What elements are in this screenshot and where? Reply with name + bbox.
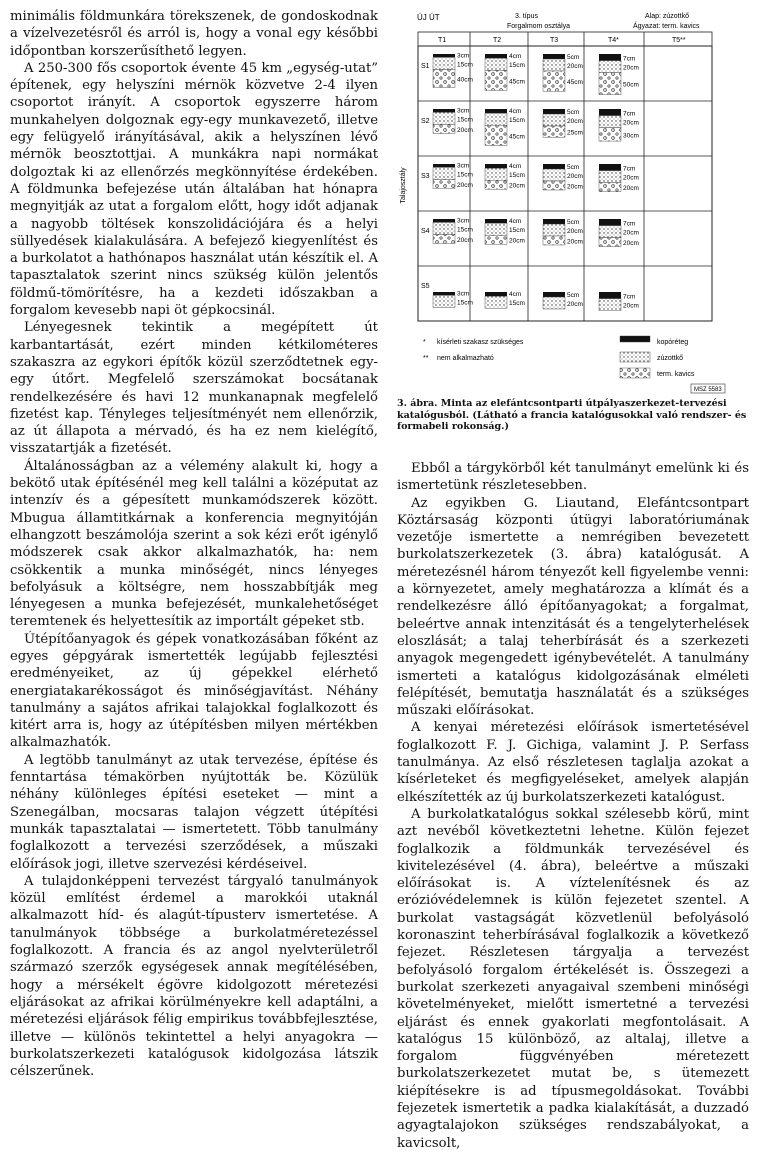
layer-thickness-label: 15cm bbox=[457, 171, 473, 179]
paragraph: A burkolatkatalógus sokkal szélesebb körű, mint azt nevéből következtetni lehetne. Külön fejezet foglalkozik a földmunkák tervezésével és kivitelezésével (4. ábra), beleértve a műszaki előírásokat is. A víztelenítésnek és az erózióvédelemnek is külön fejezetet szentel. A burkolat vastagságát közvetlenül befolyásoló koronaszint teherbírásával foglalkozik a következő fejezet. Részletesen tárgyalja a tervezést befolyásoló forgalom értékelését is. Összegezi a burkolat szerkezeti anyagaival szembeni minőségi követelményeket, mielőtt ismertetné a tervezési eljárást és ennek gyakorlati megfontolásait. A katalógus 15 különböző, az altalaj, illetve a forgalom függvényében méretezett burkolatszerkezetet mutat be, s ütemezett kiépítésekre is ad típusmegoldásokat. További fejezetek ismertetik a padka kialakítását, a duzzadó agyagtalajokon szükséges rendszabályokat, a kavicsolt, bbox=[397, 806, 749, 1151]
wearing-course bbox=[599, 109, 621, 116]
gravel-layer bbox=[543, 181, 565, 190]
header-left: ÚJ ÚT bbox=[417, 13, 440, 22]
layer-thickness-label: 7cm bbox=[623, 110, 636, 118]
paragraph: minimális földmunkára törekszenek, de gondoskodnak a vízelvezetésről és arról is, hogy a vonal egy későbbi időpontban korszerűsíthető legyen. bbox=[10, 9, 378, 59]
column-header-band bbox=[418, 32, 712, 46]
paragraph: A 250-300 fős csoportok évente 45 km „egység-utat” építenek, egy helyszíni mérnök közvetve 2-4 ilyen csoportot irányít. A csoportok egyszerre három munkahelyen dolgoznak egy-egy munkavezető, illetve egy felügyelő irányításával, akik a helyszínen lévő mérnök beosztottjai. A munkákra napi normákat dolgoztak ki az ellenőrzés megkönnyítése érdekében. A földmunka befejezése után általában hat hónapra megnyitják az utat a forgalom előtt, hogy időt adjanak a nagyobb töltések konszolidációjára és a helyi süllyedések kialakulására. A befejező kiegyenlítést és a burkolatot a hathónapos használat után készítik el. A tapasztalatok szerint nincs szükség külön jelentős földmű-tömörítésre, ha a kezdeti időszakban a forgalom kevesebb napi öt gépkocsinál. bbox=[10, 60, 378, 319]
layer-thickness-label: 15cm bbox=[509, 117, 525, 125]
layer-thickness-label: 20cm bbox=[567, 173, 583, 180]
layer-thickness-label: 3cm bbox=[457, 290, 470, 298]
column-header: T4* bbox=[608, 37, 619, 44]
crushed-stone-layer bbox=[599, 61, 621, 73]
layer-thickness-label: 7cm bbox=[623, 293, 636, 301]
layer-thickness-label: 4cm bbox=[509, 218, 522, 226]
wearing-course bbox=[485, 292, 507, 296]
layer-thickness-label: 45cm bbox=[509, 133, 525, 141]
layer-thickness-label: 3cm bbox=[457, 217, 470, 225]
row-label: S3 bbox=[421, 173, 430, 180]
layer-thickness-label: 20cm bbox=[457, 236, 473, 244]
wearing-course bbox=[599, 164, 621, 171]
right-column bbox=[397, 460, 749, 1152]
gravel-layer bbox=[485, 125, 507, 145]
gravel-layer bbox=[543, 71, 565, 91]
wearing-course bbox=[433, 164, 455, 167]
legend-swatch bbox=[620, 352, 650, 362]
gravel-layer bbox=[543, 236, 565, 245]
header-center-2: Forgalmom osztálya bbox=[507, 23, 571, 30]
layer-thickness-label: 20cm bbox=[623, 240, 639, 248]
wearing-course bbox=[433, 292, 455, 295]
row-label: S1 bbox=[421, 63, 430, 70]
gravel-layer bbox=[599, 128, 621, 142]
gravel-layer bbox=[433, 69, 455, 87]
row-label: S4 bbox=[421, 228, 430, 235]
stamp-text: MSZ 5583 bbox=[694, 387, 722, 393]
crushed-stone-layer bbox=[485, 168, 507, 180]
gravel-layer bbox=[433, 124, 455, 133]
crushed-stone-layer bbox=[485, 296, 507, 308]
layer-thickness-label: 5cm bbox=[567, 219, 580, 226]
layer-thickness-label: 15cm bbox=[457, 61, 473, 69]
wearing-course bbox=[599, 219, 621, 226]
crushed-stone-layer bbox=[433, 222, 455, 234]
layer-thickness-label: 20cm bbox=[567, 63, 583, 70]
layer-thickness-label: 20cm bbox=[457, 181, 473, 189]
legend-swatch bbox=[620, 368, 650, 378]
layer-thickness-label: 4cm bbox=[509, 108, 522, 116]
crushed-stone-layer bbox=[543, 297, 565, 309]
legend-mark: * bbox=[423, 339, 426, 346]
layer-thickness-label: 20cm bbox=[509, 237, 525, 245]
layer-thickness-label: 7cm bbox=[623, 165, 636, 173]
wearing-course bbox=[433, 54, 455, 57]
wearing-course bbox=[485, 164, 507, 168]
gravel-layer bbox=[433, 234, 455, 243]
crushed-stone-layer bbox=[433, 57, 455, 69]
crushed-stone-layer bbox=[599, 171, 621, 183]
wearing-course bbox=[543, 109, 565, 114]
layer-thickness-label: 25cm bbox=[567, 129, 583, 137]
paragraph: Útépítőanyagok és gépek vonatkozásában főként az egyes gépgyárak ismertették legújabb fejlesztési eredményeiket, az új gépekkel elérhető energiatakarékosságot és minőségjavítást. Néhány tanulmány a sajátos afrikai talajokkal foglalkozott és kitért arra is, hogy az útépítésben milyen mértékben alkalmazhatók. bbox=[10, 631, 378, 751]
wearing-course bbox=[599, 54, 621, 61]
layer-thickness-label: 20cm bbox=[457, 126, 473, 134]
row-label: S2 bbox=[421, 118, 430, 125]
column-header: T2 bbox=[493, 37, 502, 44]
gravel-layer bbox=[599, 183, 621, 192]
layer-thickness-label: 20cm bbox=[567, 118, 583, 125]
wearing-course bbox=[543, 164, 565, 169]
layer-thickness-label: 3cm bbox=[457, 107, 470, 115]
legend-swatch-label: kopóréteg bbox=[657, 339, 689, 346]
crushed-stone-layer bbox=[485, 113, 507, 125]
crushed-stone-layer bbox=[543, 169, 565, 181]
layer-thickness-label: 5cm bbox=[567, 54, 580, 61]
wearing-course bbox=[599, 292, 621, 299]
crushed-stone-layer bbox=[433, 295, 455, 307]
layer-thickness-label: 3cm bbox=[457, 162, 470, 170]
layer-thickness-label: 15cm bbox=[457, 116, 473, 124]
layer-thickness-label: 15cm bbox=[509, 300, 525, 308]
crushed-stone-layer bbox=[543, 114, 565, 126]
layer-thickness-label: 5cm bbox=[567, 164, 580, 171]
catalog-chart bbox=[395, 8, 753, 398]
paragraph: Az egyikben G. Liautand, Elefántcsontpart Köztársaság központi útügyi laboratóriumának vezetője ismertette a nemrégiben bevezetett burkolatszerkezetek (3. ábra) katalógusát. A méretezésnél három tényezőt kell figyelembe venni: a környezetet, amely meghatározza a klímát és a rendelkezésre álló építőanyagokat; a forgalmat, beleértve annak intenzitását és a tengelyterhelések eloszlását; a talaj teherbírását és a szerkezeti anyagok megengedett igénybevételét. A tanulmány ismerteti a katalógus kidolgozásának elméleti felépítését, bemutatja használatát és a szükséges műszaki előírásokat. bbox=[397, 495, 749, 719]
header-right-2: Ágyazat: term. kavics bbox=[633, 23, 700, 30]
wearing-course bbox=[543, 54, 565, 59]
row-label: S5 bbox=[421, 283, 430, 290]
layer-thickness-label: 20cm bbox=[623, 119, 639, 127]
layer-thickness-label: 40cm bbox=[457, 76, 473, 84]
layer-thickness-label: 15cm bbox=[509, 227, 525, 235]
gravel-layer bbox=[599, 238, 621, 247]
layer-thickness-label: 20cm bbox=[567, 301, 583, 308]
side-label: Talajosztály bbox=[400, 167, 407, 204]
layer-thickness-label: 20cm bbox=[567, 228, 583, 235]
layer-thickness-label: 15cm bbox=[509, 172, 525, 180]
column-header: T5** bbox=[672, 37, 686, 44]
crushed-stone-layer bbox=[599, 299, 621, 311]
layer-thickness-label: 5cm bbox=[567, 292, 580, 299]
layer-thickness-label: 20cm bbox=[623, 229, 639, 237]
crushed-stone-layer bbox=[433, 167, 455, 179]
wearing-course bbox=[485, 219, 507, 223]
paragraph: Ebből a tárgykörből két tanulmányt emelünk ki és ismertetünk részletesebben. bbox=[397, 461, 749, 494]
gravel-layer bbox=[599, 73, 621, 95]
column-header: T3 bbox=[550, 37, 559, 44]
wearing-course bbox=[543, 219, 565, 224]
layer-thickness-label: 15cm bbox=[457, 226, 473, 234]
figure-caption: 3. ábra. Minta az elefántcsontparti útpályaszerkezet-tervezési katalógusból. (Látható a francia katalógusokkal való rendszer- és formabeli rokonság.) bbox=[397, 398, 747, 432]
layer-thickness-label: 15cm bbox=[457, 299, 473, 307]
crushed-stone-layer bbox=[485, 223, 507, 235]
crushed-stone-layer bbox=[485, 58, 507, 70]
crushed-stone-layer bbox=[599, 116, 621, 128]
crushed-stone-layer bbox=[543, 224, 565, 236]
crushed-stone-layer bbox=[433, 112, 455, 124]
layer-thickness-label: 45cm bbox=[509, 78, 525, 86]
layer-thickness-label: 20cm bbox=[567, 238, 583, 246]
layer-thickness-label: 20cm bbox=[623, 185, 639, 193]
legend-swatch-label: zúzottkő bbox=[657, 355, 684, 362]
layer-thickness-label: 20cm bbox=[623, 64, 639, 72]
gravel-layer bbox=[485, 70, 507, 90]
paragraph: Általánosságban az a vélemény alakult ki, hogy a bekötő utak építésénél meg kell találni a középutat az intenzív és a gépesített munkamódszerek között. Mbugua államtitkárnak a konferencia megnyitóján elhangzott beszámolója szerint a sok kézi erőt igénylő módszerek csak akkor alkalmazhatók, ha: nem csökkentik a munka minőségét, nincs lényeges befolyásuk a költségre, nem hosszabbítják meg lényegesen a munka befejezését, munkalehetőséget teremtenek és helyettesítik az importált gépeket stb. bbox=[10, 458, 378, 630]
layer-thickness-label: 20cm bbox=[567, 183, 583, 191]
layer-thickness-label: 4cm bbox=[509, 163, 522, 171]
layer-thickness-label: 5cm bbox=[567, 109, 580, 116]
legend-text: nem alkalmazható bbox=[437, 355, 494, 362]
column-header: T1 bbox=[438, 37, 447, 44]
gravel-layer bbox=[543, 126, 565, 137]
layer-thickness-label: 4cm bbox=[509, 291, 522, 299]
layer-thickness-label: 7cm bbox=[623, 220, 636, 228]
layer-thickness-label: 20cm bbox=[623, 302, 639, 310]
gravel-layer bbox=[485, 180, 507, 189]
figure-3-catalog bbox=[395, 8, 753, 448]
layer-thickness-label: 4cm bbox=[509, 53, 522, 61]
header-right-1: Alap: zúzottkő bbox=[645, 13, 689, 20]
paragraph: A legtöbb tanulmányt az utak tervezése, építése és fenntartása témakörben nyújtották be. Közülük néhány különleges építési eseteket — mint a Szenegálban, mocsaras talajon végzett útépítési munkák tapasztalatai — ismertetett. Több tanulmány foglalkozott a tervezési szerződések, a műszaki előírások jogi, illetve szervezési kérdéseivel. bbox=[10, 752, 378, 872]
legend-swatch bbox=[620, 336, 650, 342]
left-column bbox=[10, 8, 378, 1080]
legend-text: kísérleti szakasz szükséges bbox=[437, 339, 524, 346]
crushed-stone-layer bbox=[599, 226, 621, 238]
header-center-1: 3. típus bbox=[515, 13, 538, 20]
layer-thickness-label: 7cm bbox=[623, 55, 636, 63]
layer-thickness-label: 15cm bbox=[509, 62, 525, 70]
layer-thickness-label: 45cm bbox=[567, 79, 583, 87]
paragraph: Lényegesnek tekintik a megépített út karbantartását, ezért minden kétkilométeres szakaszra az egykori építők közül szerződtetnek egy-egy útőrt. Megfelelő szerszámokat bocsátanak rendelkezésére és havi 12 munkanapnak megfelelő fizetést kap. Tényleges teljesítményét nem ellenőrzik, az út állapota a mérvadó, és ha ez nem kielégítő, visszatartják a fizetését. bbox=[10, 320, 378, 457]
wearing-course bbox=[543, 292, 565, 297]
paragraph: A kenyai méretezési előírások ismertetésével foglalkozott F. J. Gichiga, valamint J. P. Serfass tanulmánya. Az első részletesen taglalja azokat a kísérleteket és megfigyeléseket, amelyek alapján elkészítették az új burkolatszerkezeti katalógust. bbox=[397, 720, 749, 805]
layer-thickness-label: 30cm bbox=[623, 132, 639, 140]
crushed-stone-layer bbox=[543, 59, 565, 71]
legend-mark: ** bbox=[423, 355, 429, 362]
paragraph: A tulajdonképpeni tervezést tárgyaló tanulmányok közül említést érdemel a marokkói utaknál alkalmazott híd- és alagút-típusterv ismertetése. A tanulmányok többsége a burkolatméretezéssel foglalkozott. A francia és az angol nyelvterületről származó szerzők egységesek annak megítélésében, hogy a mérsékelt égövre kidolgozott méretezési eljárásokat az afrikai körülményekre kell adaptálni, a méretezési eljárások félig empirikus továbbfejlesztése, illetve — különös tekintettel a helyi anyagokra — burkolatszerkezeti katalógusok kidolgozása látszik célszerűnek. bbox=[10, 873, 378, 1080]
legend-swatch-label: term. kavics bbox=[657, 371, 695, 378]
layer-thickness-label: 20cm bbox=[509, 182, 525, 190]
wearing-course bbox=[485, 109, 507, 113]
gravel-layer bbox=[433, 179, 455, 188]
wearing-course bbox=[485, 54, 507, 58]
layer-thickness-label: 3cm bbox=[457, 52, 470, 60]
gravel-layer bbox=[485, 235, 507, 244]
layer-thickness-label: 20cm bbox=[623, 174, 639, 182]
wearing-course bbox=[433, 109, 455, 112]
layer-thickness-label: 50cm bbox=[623, 81, 639, 89]
wearing-course bbox=[433, 219, 455, 222]
